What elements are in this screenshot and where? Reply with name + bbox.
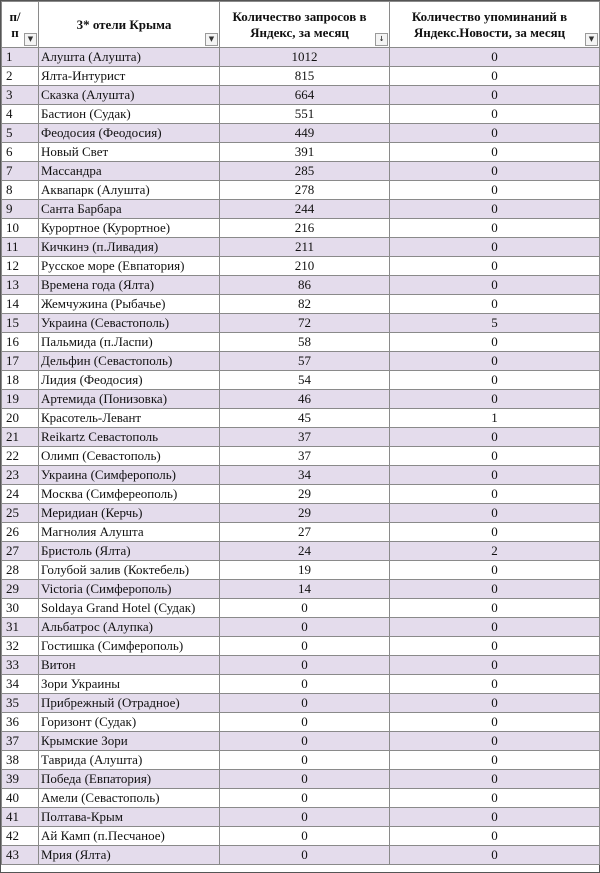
- hotel-name-cell: Украина (Симферополь): [39, 466, 220, 485]
- requests-count-cell: 0: [220, 675, 390, 694]
- requests-count-cell: 1012: [220, 48, 390, 67]
- requests-count-cell: 216: [220, 219, 390, 238]
- table-row: [2, 276, 600, 295]
- requests-count-cell: 210: [220, 257, 390, 276]
- requests-count-cell: 664: [220, 86, 390, 105]
- table-row: [2, 219, 600, 238]
- table-row: [2, 295, 600, 314]
- requests-count-cell: 34: [220, 466, 390, 485]
- requests-count-cell: 0: [220, 694, 390, 713]
- header-hotel: [39, 2, 220, 48]
- row-number-cell: 17: [2, 352, 39, 371]
- hotel-name-cell: Мрия (Ялта): [39, 846, 220, 865]
- row-number-cell: 43: [2, 846, 39, 865]
- requests-count-cell: 0: [220, 618, 390, 637]
- table-row: [2, 428, 600, 447]
- mentions-count-cell: 0: [390, 200, 600, 219]
- hotel-name-cell: Новый Свет: [39, 143, 220, 162]
- table-row: [2, 561, 600, 580]
- mentions-count-cell: 0: [390, 352, 600, 371]
- table-row: [2, 48, 600, 67]
- hotel-name-cell: Магнолия Алушта: [39, 523, 220, 542]
- requests-count-cell: 57: [220, 352, 390, 371]
- row-number-cell: 7: [2, 162, 39, 181]
- mentions-count-cell: 0: [390, 466, 600, 485]
- row-number-cell: 30: [2, 599, 39, 618]
- row-number-cell: 24: [2, 485, 39, 504]
- requests-count-cell: 37: [220, 428, 390, 447]
- hotel-name-cell: Кичкинэ (п.Ливадия): [39, 238, 220, 257]
- hotel-name-cell: Дельфин (Севастополь): [39, 352, 220, 371]
- hotel-name-cell: Жемчужина (Рыбачье): [39, 295, 220, 314]
- mentions-count-cell: 0: [390, 219, 600, 238]
- row-number-cell: 8: [2, 181, 39, 200]
- hotel-name-cell: Красотель-Левант: [39, 409, 220, 428]
- requests-count-cell: 27: [220, 523, 390, 542]
- mentions-count-cell: 0: [390, 143, 600, 162]
- mentions-count-cell: 0: [390, 428, 600, 447]
- table-row: [2, 751, 600, 770]
- hotel-name-cell: Курортное (Курортное): [39, 219, 220, 238]
- requests-count-cell: 72: [220, 314, 390, 333]
- table-body: [2, 48, 600, 865]
- table-row: [2, 447, 600, 466]
- table-row: [2, 409, 600, 428]
- requests-count-cell: 0: [220, 732, 390, 751]
- table-row: [2, 162, 600, 181]
- row-number-cell: 33: [2, 656, 39, 675]
- row-number-cell: 29: [2, 580, 39, 599]
- table-row: [2, 827, 600, 846]
- hotel-name-cell: Таврида (Алушта): [39, 751, 220, 770]
- table-row: [2, 181, 600, 200]
- row-number-cell: 41: [2, 808, 39, 827]
- table-row: [2, 675, 600, 694]
- requests-count-cell: 24: [220, 542, 390, 561]
- hotel-name-cell: Алушта (Алушта): [39, 48, 220, 67]
- requests-count-cell: 449: [220, 124, 390, 143]
- mentions-count-cell: 0: [390, 105, 600, 124]
- row-number-cell: 32: [2, 637, 39, 656]
- requests-count-cell: 551: [220, 105, 390, 124]
- row-number-cell: 21: [2, 428, 39, 447]
- table-row: [2, 732, 600, 751]
- table-row: [2, 352, 600, 371]
- mentions-count-cell: 0: [390, 447, 600, 466]
- hotel-name-cell: Феодосия (Феодосия): [39, 124, 220, 143]
- requests-count-cell: 0: [220, 789, 390, 808]
- table-row: [2, 599, 600, 618]
- row-number-cell: 26: [2, 523, 39, 542]
- requests-count-cell: 0: [220, 599, 390, 618]
- mentions-count-cell: 0: [390, 333, 600, 352]
- table-row: [2, 656, 600, 675]
- mentions-count-cell: 0: [390, 124, 600, 143]
- mentions-count-cell: 0: [390, 770, 600, 789]
- mentions-count-cell: 0: [390, 732, 600, 751]
- requests-count-cell: 86: [220, 276, 390, 295]
- row-number-cell: 39: [2, 770, 39, 789]
- hotel-name-cell: Времена года (Ялта): [39, 276, 220, 295]
- requests-count-cell: 0: [220, 656, 390, 675]
- header-requests: [220, 2, 390, 48]
- row-number-cell: 15: [2, 314, 39, 333]
- mentions-count-cell: 0: [390, 580, 600, 599]
- table-row: [2, 542, 600, 561]
- mentions-count-cell: 0: [390, 561, 600, 580]
- mentions-count-cell: 0: [390, 656, 600, 675]
- row-number-cell: 28: [2, 561, 39, 580]
- hotel-name-cell: Reikartz Севастополь: [39, 428, 220, 447]
- requests-count-cell: 29: [220, 504, 390, 523]
- requests-count-cell: 45: [220, 409, 390, 428]
- row-number-cell: 23: [2, 466, 39, 485]
- table-row: [2, 485, 600, 504]
- hotel-name-cell: Горизонт (Судак): [39, 713, 220, 732]
- requests-count-cell: 0: [220, 846, 390, 865]
- row-number-cell: 3: [2, 86, 39, 105]
- mentions-count-cell: 0: [390, 276, 600, 295]
- row-number-cell: 37: [2, 732, 39, 751]
- table-row: [2, 143, 600, 162]
- table-row: [2, 713, 600, 732]
- requests-count-cell: 37: [220, 447, 390, 466]
- hotel-name-cell: Украина (Севастополь): [39, 314, 220, 333]
- hotel-name-cell: Бристоль (Ялта): [39, 542, 220, 561]
- row-number-cell: 1: [2, 48, 39, 67]
- table-row: [2, 200, 600, 219]
- table-row: [2, 67, 600, 86]
- table-row: [2, 637, 600, 656]
- table-row: [2, 314, 600, 333]
- mentions-count-cell: 0: [390, 694, 600, 713]
- table-row: [2, 504, 600, 523]
- mentions-count-cell: 0: [390, 238, 600, 257]
- row-number-cell: 18: [2, 371, 39, 390]
- row-number-cell: 35: [2, 694, 39, 713]
- header-hotel-label: 3* отели Крыма: [76, 16, 172, 32]
- row-number-cell: 6: [2, 143, 39, 162]
- requests-count-cell: 0: [220, 751, 390, 770]
- table-row: [2, 333, 600, 352]
- hotel-name-cell: Зори Украины: [39, 675, 220, 694]
- requests-count-cell: 0: [220, 808, 390, 827]
- table-row: [2, 124, 600, 143]
- mentions-count-cell: 0: [390, 675, 600, 694]
- mentions-count-cell: 2: [390, 542, 600, 561]
- table-row: [2, 257, 600, 276]
- mentions-count-cell: 0: [390, 257, 600, 276]
- row-number-cell: 11: [2, 238, 39, 257]
- table-row: [2, 86, 600, 105]
- hotel-name-cell: Бастион (Судак): [39, 105, 220, 124]
- hotel-name-cell: Victoria (Симферополь): [39, 580, 220, 599]
- mentions-count-cell: 0: [390, 371, 600, 390]
- requests-count-cell: 0: [220, 713, 390, 732]
- requests-count-cell: 82: [220, 295, 390, 314]
- hotel-name-cell: Голубой залив (Коктебель): [39, 561, 220, 580]
- mentions-count-cell: 0: [390, 523, 600, 542]
- mentions-count-cell: 0: [390, 618, 600, 637]
- row-number-cell: 34: [2, 675, 39, 694]
- requests-count-cell: 0: [220, 637, 390, 656]
- hotel-name-cell: Аквапарк (Алушта): [39, 181, 220, 200]
- mentions-count-cell: 0: [390, 86, 600, 105]
- row-number-cell: 10: [2, 219, 39, 238]
- row-number-cell: 5: [2, 124, 39, 143]
- requests-count-cell: 244: [220, 200, 390, 219]
- requests-count-cell: 46: [220, 390, 390, 409]
- hotel-name-cell: Soldaya Grand Hotel (Судак): [39, 599, 220, 618]
- row-number-cell: 13: [2, 276, 39, 295]
- row-number-cell: 9: [2, 200, 39, 219]
- mentions-count-cell: 0: [390, 751, 600, 770]
- filter-dropdown-icon[interactable]: ▼: [24, 33, 37, 46]
- row-number-cell: 2: [2, 67, 39, 86]
- row-number-cell: 19: [2, 390, 39, 409]
- table-row: [2, 371, 600, 390]
- mentions-count-cell: 1: [390, 409, 600, 428]
- mentions-count-cell: 0: [390, 48, 600, 67]
- mentions-count-cell: 0: [390, 713, 600, 732]
- hotel-name-cell: Лидия (Феодосия): [39, 371, 220, 390]
- table-row: [2, 789, 600, 808]
- row-number-cell: 27: [2, 542, 39, 561]
- hotel-name-cell: Олимп (Севастополь): [39, 447, 220, 466]
- requests-count-cell: 391: [220, 143, 390, 162]
- table-row: [2, 523, 600, 542]
- requests-count-cell: 211: [220, 238, 390, 257]
- table-row: [2, 105, 600, 124]
- table-row: [2, 694, 600, 713]
- header-number: [2, 2, 39, 48]
- row-number-cell: 12: [2, 257, 39, 276]
- mentions-count-cell: 0: [390, 181, 600, 200]
- header-mentions: [390, 2, 600, 48]
- hotel-name-cell: Амели (Севастополь): [39, 789, 220, 808]
- row-number-cell: 4: [2, 105, 39, 124]
- filter-dropdown-icon[interactable]: ▼: [585, 33, 598, 46]
- table-row: [2, 846, 600, 865]
- table-row: [2, 580, 600, 599]
- hotel-name-cell: Альбатрос (Алупка): [39, 618, 220, 637]
- hotel-name-cell: Витон: [39, 656, 220, 675]
- hotel-name-cell: Прибрежный (Отрадное): [39, 694, 220, 713]
- mentions-count-cell: 0: [390, 67, 600, 86]
- row-number-cell: 22: [2, 447, 39, 466]
- mentions-count-cell: 0: [390, 162, 600, 181]
- mentions-count-cell: 0: [390, 637, 600, 656]
- table-row: [2, 238, 600, 257]
- requests-count-cell: 815: [220, 67, 390, 86]
- hotel-name-cell: Гостишка (Симферополь): [39, 637, 220, 656]
- requests-count-cell: 278: [220, 181, 390, 200]
- hotel-name-cell: Крымские Зори: [39, 732, 220, 751]
- mentions-count-cell: 0: [390, 827, 600, 846]
- table-row: [2, 770, 600, 789]
- table-row: [2, 466, 600, 485]
- header-row: [2, 2, 600, 48]
- row-number-cell: 38: [2, 751, 39, 770]
- mentions-count-cell: 0: [390, 846, 600, 865]
- row-number-cell: 36: [2, 713, 39, 732]
- mentions-count-cell: 5: [390, 314, 600, 333]
- hotels-table: [1, 1, 600, 865]
- sort-filter-icon[interactable]: ↓: [375, 33, 388, 46]
- row-number-cell: 31: [2, 618, 39, 637]
- header-mentions-label: Количество упоминаний в Яндекс.Новости, за месяц: [411, 8, 568, 40]
- mentions-count-cell: 0: [390, 599, 600, 618]
- requests-count-cell: 54: [220, 371, 390, 390]
- table-row: [2, 808, 600, 827]
- row-number-cell: 40: [2, 789, 39, 808]
- hotel-name-cell: Полтава-Крым: [39, 808, 220, 827]
- row-number-cell: 20: [2, 409, 39, 428]
- row-number-cell: 16: [2, 333, 39, 352]
- requests-count-cell: 0: [220, 827, 390, 846]
- row-number-cell: 42: [2, 827, 39, 846]
- requests-count-cell: 19: [220, 561, 390, 580]
- hotel-name-cell: Русское море (Евпатория): [39, 257, 220, 276]
- hotel-name-cell: Сказка (Алушта): [39, 86, 220, 105]
- mentions-count-cell: 0: [390, 390, 600, 409]
- hotel-name-cell: Массандра: [39, 162, 220, 181]
- mentions-count-cell: 0: [390, 808, 600, 827]
- row-number-cell: 25: [2, 504, 39, 523]
- requests-count-cell: 0: [220, 770, 390, 789]
- mentions-count-cell: 0: [390, 504, 600, 523]
- table-row: [2, 618, 600, 637]
- requests-count-cell: 285: [220, 162, 390, 181]
- header-requests-label: Количество запросов в Яндекс, за месяц: [232, 8, 367, 40]
- hotel-name-cell: Ялта-Интурист: [39, 67, 220, 86]
- mentions-count-cell: 0: [390, 789, 600, 808]
- hotel-name-cell: Победа (Евпатория): [39, 770, 220, 789]
- row-number-cell: 14: [2, 295, 39, 314]
- hotel-name-cell: Артемида (Понизовка): [39, 390, 220, 409]
- table-row: [2, 390, 600, 409]
- mentions-count-cell: 0: [390, 485, 600, 504]
- hotel-name-cell: Москва (Симфереополь): [39, 485, 220, 504]
- header-number-label: п/п: [9, 8, 21, 40]
- hotel-name-cell: Ай Камп (п.Песчаное): [39, 827, 220, 846]
- hotel-name-cell: Санта Барбара: [39, 200, 220, 219]
- hotel-name-cell: Пальмида (п.Ласпи): [39, 333, 220, 352]
- requests-count-cell: 58: [220, 333, 390, 352]
- hotel-name-cell: Меридиан (Керчь): [39, 504, 220, 523]
- filter-dropdown-icon[interactable]: ▼: [205, 33, 218, 46]
- requests-count-cell: 29: [220, 485, 390, 504]
- requests-count-cell: 14: [220, 580, 390, 599]
- mentions-count-cell: 0: [390, 295, 600, 314]
